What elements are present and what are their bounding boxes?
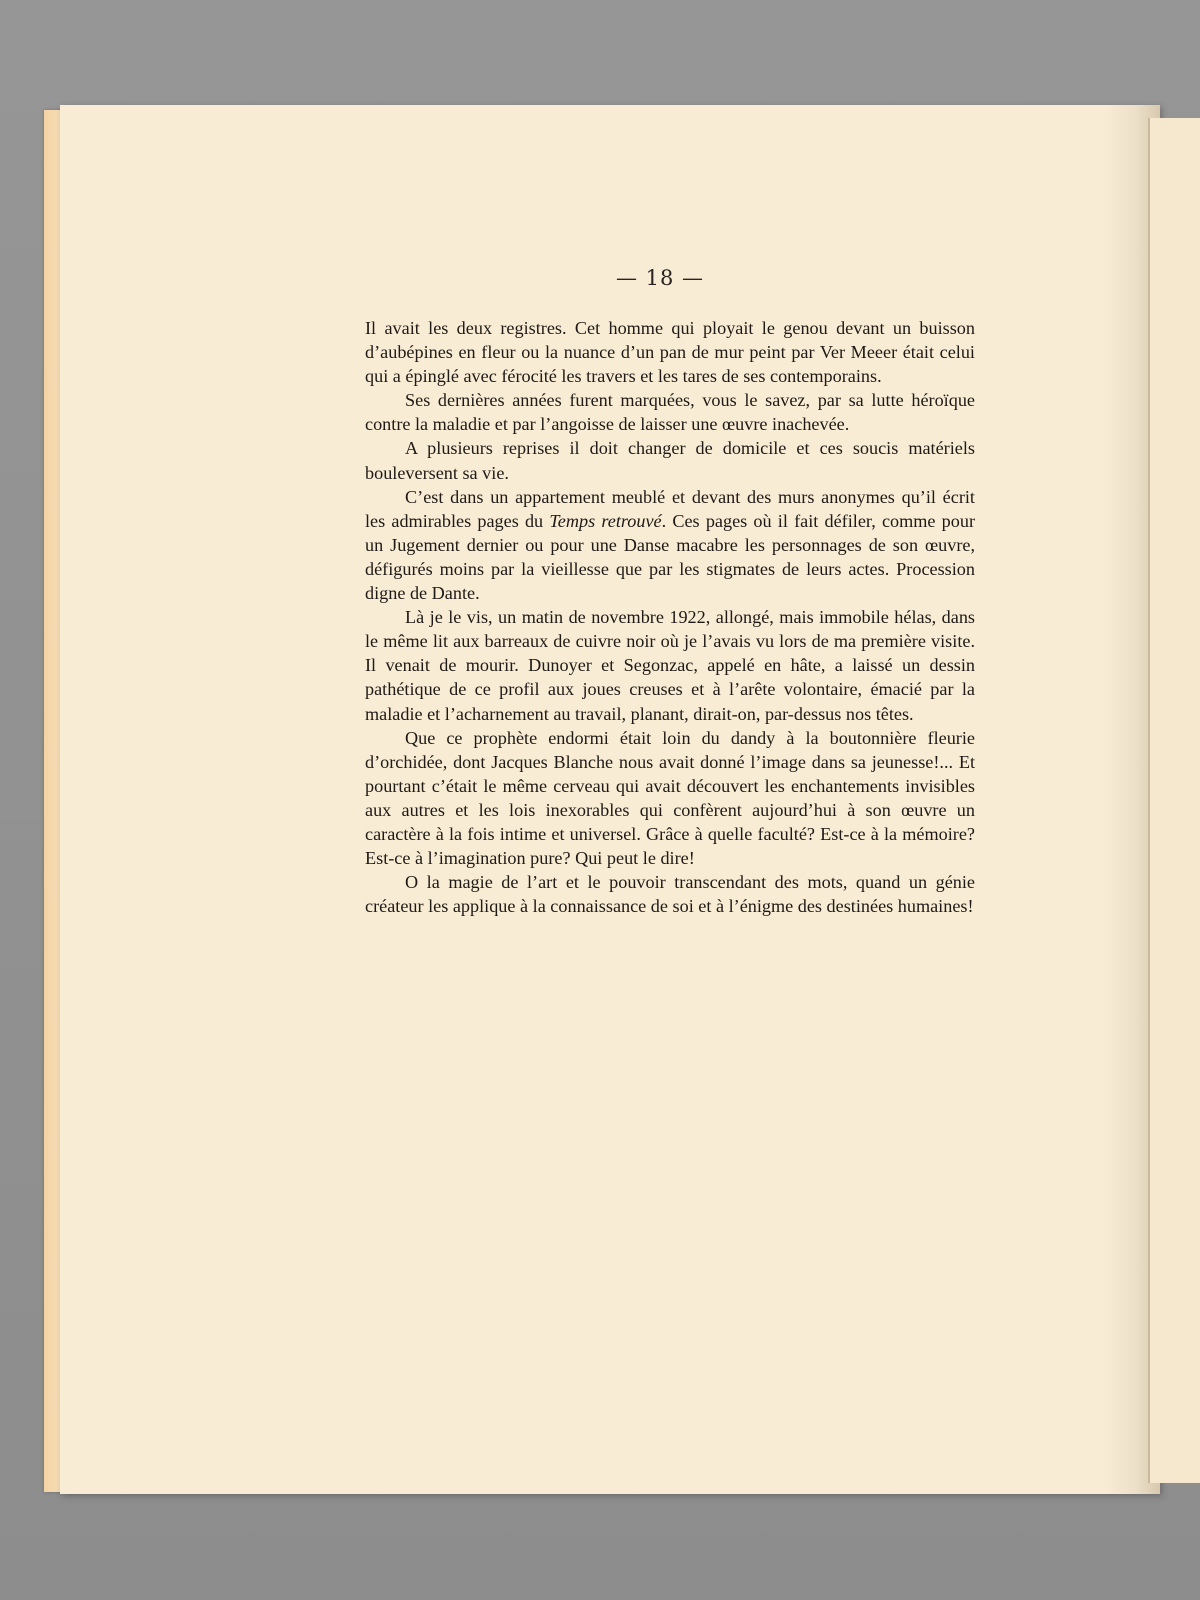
paragraph-4	[365, 485, 975, 605]
paragraph-3: A plusieurs reprises il doit changer de domicile et ces soucis matériels bouleversent sa vie.	[365, 438, 975, 483]
paragraph-7: O la magie de l’art et le pouvoir transcendant des mots, quand un génie créateur les applique à la connaissance de soi et à l’énigme des destinées humaines!	[365, 872, 975, 917]
facing-page-edge	[1148, 118, 1200, 1483]
paragraph-6: Que ce prophète endormi était loin du dandy à la boutonnière fleurie d’orchidée, dont Jacques Blanche nous avait donné l’image dans sa jeunesse!... Et pourtant c’était le même cerveau qui avait découvert les enchantements invisibles aux autres et les lois inexorables qui confèrent aujourd’hui à son œuvre un caractère à la fois intime et universel. Grâce à quelle faculté? Est-ce à la mémoire? Est-ce à l’imagination pure? Qui peut le dire!	[365, 727, 975, 869]
paragraph-5: Là je le vis, un matin de novembre 1922, allongé, mais immobile hélas, dans le même lit aux barreaux de cuivre noir où je l’avais vu lors de ma première visite. Il venait de mourir. Dunoyer et Segonzac, appelé en hâte, a laissé un dessin pathétique de ce profil aux joues creuses et à l’arête volontaire, émacié par la maladie et l’acharnement au travail, planant, dirait-on, par-dessus nos têtes.	[365, 607, 975, 724]
body-text	[365, 316, 975, 918]
book-title-italic: Temps retrouvé	[549, 510, 662, 531]
paragraph-1: Il avait les deux registres. Cet homme qui ployait le genou devant un buisson d’aubépines en fleur ou la nuance d’un pan de mur peint par Ver Meeer était celui qui a épinglé avec férocité les travers et les tares de ses contemporains.	[365, 318, 975, 387]
paragraph-4-before: C’est dans un appartement meublé et devant des murs anonymes qu’il écrit les admirables pages du	[365, 486, 975, 531]
page-number: — 18 —	[615, 266, 705, 290]
paragraph-2: Ses dernières années furent marquées, vous le savez, par sa lutte héroïque contre la maladie et par l’angoisse de laisser une œuvre inachevée.	[365, 390, 975, 435]
paragraph-4-after: . Ces pages où il fait défiler, comme pour un Jugement dernier ou pour une Danse macabre les personnages de son œuvre, défigurés moins par la vieillesse que par les stigmates de leurs actes. Procession digne de Dante.	[365, 510, 976, 604]
